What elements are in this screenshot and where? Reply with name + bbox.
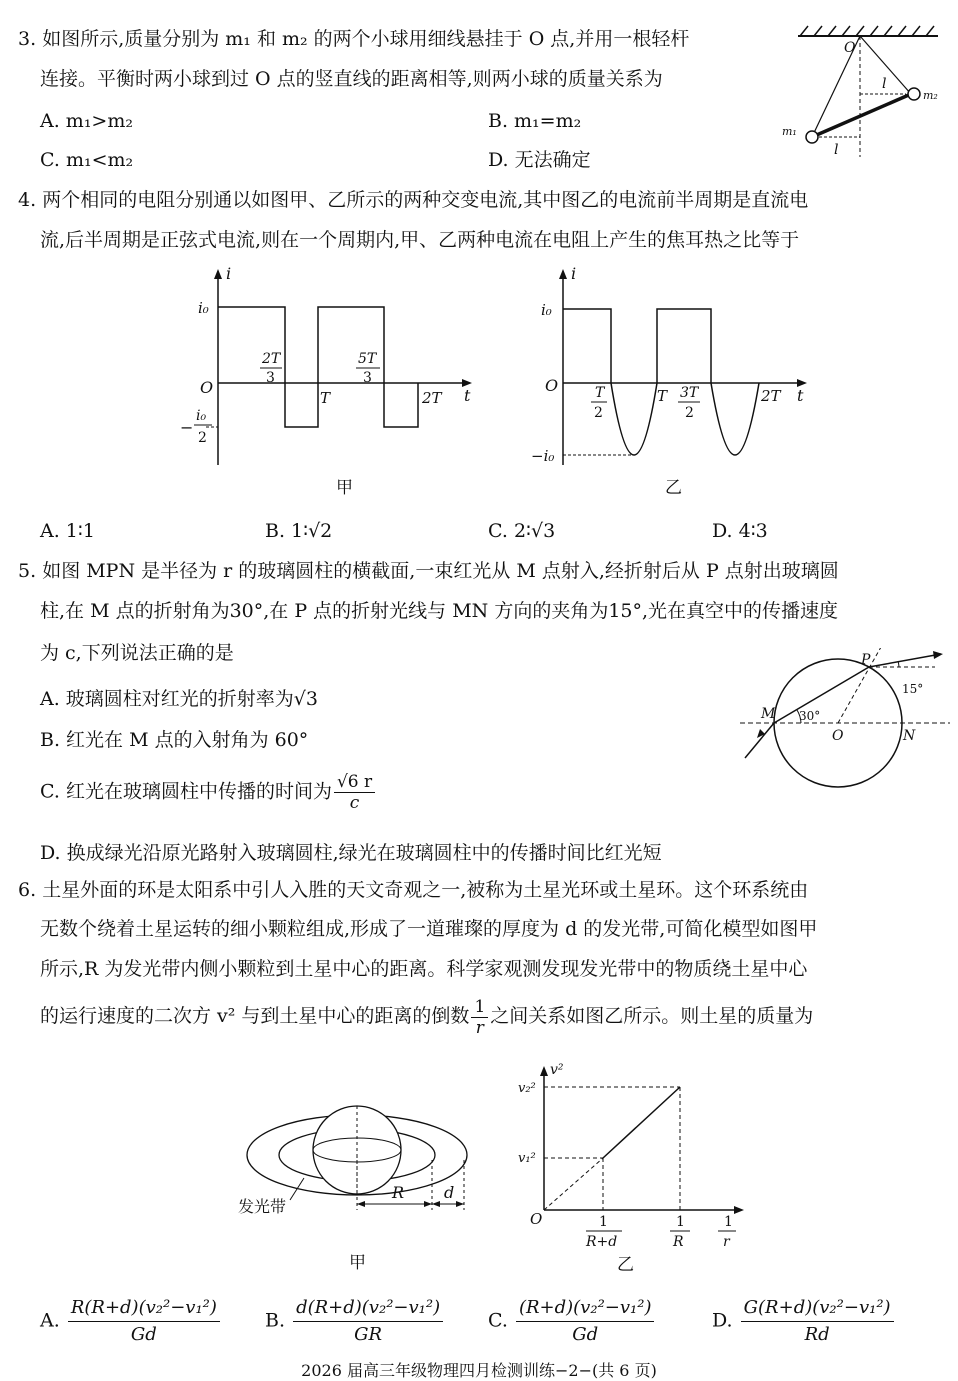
yi-t3-num: 3T (680, 385, 699, 401)
yi-t2: T (657, 387, 668, 405)
jia-i0: i₀ (198, 299, 209, 317)
yi-t4: 2T (761, 387, 781, 405)
yi-i0: i₀ (541, 301, 552, 319)
q3-fig-o: O (844, 40, 856, 56)
q5-fig-p: P (861, 652, 871, 668)
q5-line1: 5. 如图 MPN 是半径为 r 的玻璃圆柱的横截面,一束红光从 M 点射入,经折射后从 P 点射出玻璃圆 (18, 560, 839, 582)
q6-fig-band: 发光带 (238, 1197, 287, 1216)
q5-option-b[interactable]: B. 红光在 M 点的入射角为 60° (40, 729, 309, 751)
q6-yi-x1-num: 1 (599, 1214, 608, 1230)
q4-option-a[interactable]: A. 1∶1 (40, 520, 95, 542)
jia-t4: 2T (422, 389, 442, 407)
jia-t3-den: 3 (363, 370, 372, 386)
q6-yi-v2: v₂² (518, 1081, 536, 1096)
q4-graph-yi (525, 265, 825, 505)
q3-fig-m1: m₁ (782, 125, 797, 138)
q5-fig-30: 30° (799, 709, 821, 723)
q6-yi-x3-den: r (723, 1234, 730, 1250)
q5-figure (735, 648, 955, 798)
q6-yi-x1-den: R+d (586, 1234, 618, 1250)
q6-line2: 无数个绕着土星运转的细小颗粒组成,形成了一道璀璨的厚度为 d 的发光带,可简化模型如图甲 (40, 918, 818, 940)
q6-option-b[interactable]: B. $\frac{\text{d(R+d)(v₂²−v₁²)}}{GR}$ (265, 1295, 445, 1348)
q3-line1: 3. 如图所示,质量分别为 m₁ 和 m₂ 的两个小球用细线悬挂于 O 点,并用一根轻杆 (18, 28, 690, 50)
jia-neg-den: 2 (198, 430, 207, 446)
jia-neg-sign: − (180, 418, 194, 437)
q6-line3: 所示,R 为发光带内侧小颗粒到土星中心的距离。科学家观测发现发光带中的物质绕土星中心 (40, 958, 808, 980)
q6-fig-d: d (444, 1183, 455, 1202)
q4-option-c[interactable]: C. 2∶√3 (488, 520, 556, 542)
q3-option-a[interactable]: A. m₁>m₂ (40, 110, 133, 132)
q6-yi-v1: v₁² (518, 1151, 536, 1166)
q5-fig-o: O (832, 728, 844, 744)
page-footer: 2026 届高三年级物理四月检测训练−2−(共 6 页) (301, 1361, 657, 1380)
jia-origin: O (200, 378, 214, 397)
q4-graph-jia (170, 265, 480, 505)
q6-fig-jia-caption: 甲 (349, 1253, 366, 1273)
q4-line1: 4. 两个相同的电阻分别通以如图甲、乙所示的两种交变电流,其中图乙的电流前半周期是直流电 (18, 189, 809, 211)
q6-option-d[interactable]: D. $\frac{\text{G(R+d)(v₂²−v₁²)}}{Rd}$ (712, 1295, 896, 1348)
q3-option-c[interactable]: C. m₁<m₂ (40, 149, 134, 171)
jia-caption: 甲 (336, 478, 353, 498)
yi-caption: 乙 (665, 478, 682, 498)
jia-axis-i: i (226, 265, 232, 283)
q5-fig-m: M (761, 706, 776, 722)
q5-option-c[interactable]: C. 红光在玻璃圆柱中传播的时间为 $\frac{√6 r}{c}$ (40, 772, 377, 813)
q4-option-d[interactable]: D. 4∶3 (712, 520, 768, 542)
q6-fig-r: R (392, 1183, 405, 1202)
q4-line2: 流,后半周期是正弦式电流,则在一个周期内,甲、乙两种电流在电阻上产生的焦耳热之比等于 (40, 229, 800, 251)
q6-line1: 6. 土星外面的环是太阳系中引人入胜的天文奇观之一,被称为土星光环或土星环。这个环系统由 (18, 879, 809, 901)
ball-m2 (908, 88, 920, 100)
yi-axis-i: i (571, 265, 577, 283)
q3-fig-l-top: l (882, 76, 887, 92)
yi-t1-den: 2 (594, 405, 603, 421)
q5-option-a[interactable]: A. 玻璃圆柱对红光的折射率为√3 (40, 688, 318, 710)
q3-line2: 连接。平衡时两小球到过 O 点的竖直线的距离相等,则两小球的质量关系为 (40, 68, 663, 90)
q6-figure-jia (232, 1100, 492, 1280)
q6-option-a[interactable]: A. $\frac{\text{R(R+d)(v₂²−v₁²)}}{Gd}$ (40, 1295, 222, 1348)
yi-origin: O (545, 376, 559, 395)
yi-neg-i0: −i₀ (531, 447, 555, 465)
ball-m1 (806, 131, 818, 143)
q6-yi-origin: O (530, 1210, 543, 1228)
q3-option-b[interactable]: B. m₁=m₂ (488, 110, 582, 132)
q6-yi-x2-num: 1 (676, 1214, 685, 1230)
q6-yi-axis-y: v² (550, 1062, 564, 1078)
yi-t1-num: T (595, 385, 605, 401)
q3-fig-m2: m₂ (923, 89, 938, 102)
q6-yi-x3-num: 1 (724, 1214, 733, 1230)
q3-figure (778, 22, 948, 162)
jia-t3-num: 5T (358, 351, 377, 367)
q6-figure-yi (510, 1058, 750, 1278)
q5-fig-n: N (903, 728, 916, 744)
jia-axis-t: t (464, 386, 471, 405)
q6-line4: 的运行速度的二次方 v² 与到土星中心的距离的倒数 $\frac{1}{r}$ 之间关系如图乙所示。则土星的质量为 (40, 996, 814, 1038)
q5-fig-15: 15° (902, 682, 924, 696)
q4-option-b[interactable]: B. 1∶√2 (265, 520, 333, 542)
q6-option-c[interactable]: C. $\frac{\text{(R+d)(v₂²−v₁²)}}{Gd}$ (488, 1295, 656, 1348)
q3-option-d[interactable]: D. 无法确定 (488, 149, 591, 171)
q3-fig-l-bottom: l (834, 142, 839, 158)
jia-neg-num: i₀ (196, 408, 207, 424)
yi-t3-den: 2 (685, 405, 694, 421)
jia-t1-num: 2T (262, 351, 281, 367)
q6-yi-x2-den: R (673, 1234, 684, 1250)
yi-axis-t: t (797, 386, 804, 405)
jia-t1-den: 3 (266, 370, 275, 386)
q6-fig-yi-caption: 乙 (617, 1255, 634, 1275)
jia-t2: T (320, 389, 331, 407)
q5-option-d[interactable]: D. 换成绿光沿原光路射入玻璃圆柱,绿光在玻璃圆柱中的传播时间比红光短 (40, 842, 662, 864)
q5-line2: 柱,在 M 点的折射角为30°,在 P 点的折射光线与 MN 方向的夹角为15°,光在真空中的传播速度 (40, 600, 839, 622)
q5-line3: 为 c,下列说法正确的是 (40, 642, 234, 664)
